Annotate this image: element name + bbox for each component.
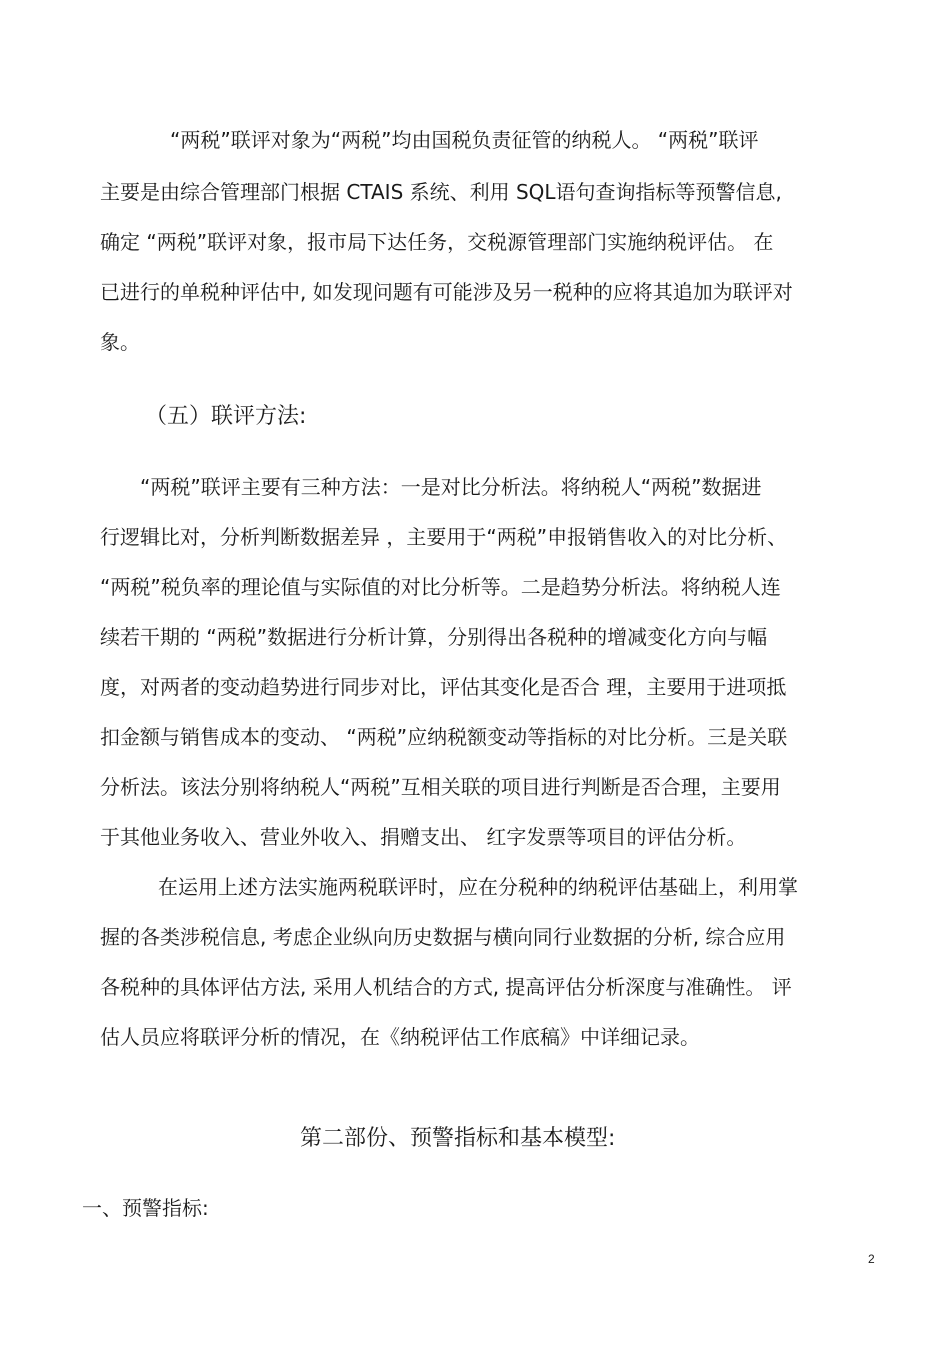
section-5-title: （五）联评方法: [145,404,307,429]
paragraph-2-line-4: 续若干期的 “两税”数据进行分析计算，分别得出各税种的增减变化方向与幅 [100,625,768,649]
paragraph-2-line-5: 度，对两者的变动趋势进行同步对比，评估其变化是否合 理，主要用于进项抵 [100,675,787,699]
paragraph-1-line-5: 象。 [100,330,140,354]
paragraph-2-line-8: 于其他业务收入、营业外收入、捐赠支出、 红字发票等项目的评估分析。 [100,825,747,849]
paragraph-1-line-2: 主要是由综合管理部门根据 CTAIS 系统、利用 SQL语句查询指标等预警信息, [100,180,782,204]
paragraph-2-line-2: 行逻辑比对，分析判断数据差异 ，主要用于“两税”申报销售收入的对比分析、 [100,525,788,549]
paragraph-1-line-3: 确定 “两税”联评对象，报市局下达任务，交税源管理部门实施纳税评估。 在 [100,230,774,254]
paragraph-1-line-4: 已进行的单税种评估中, 如发现问题有可能涉及另一税种的应将其追加为联评对 [100,280,793,304]
paragraph-1-line-1: “两税”联评对象为“两税”均由国税负责征管的纳税人。 “两税”联评 [170,128,759,152]
paragraph-2-line-7: 分析法。该法分别将纳税人“两税”互相关联的项目进行判断是否合理，主要用 [100,775,781,799]
paragraph-3-line-2: 握的各类涉税信息, 考虑企业纵向历史数据与横向同行业数据的分析, 综合应用 [100,925,786,949]
part-2-title: 第二部份、预警指标和基本模型: [300,1126,616,1151]
paragraph-2-line-1: “两税”联评主要有三种方法：一是对比分析法。将纳税人“两税”数据进 [140,475,762,499]
subsection-1-title: 一、预警指标: [82,1196,209,1220]
paragraph-3-line-3: 各税种的具体评估方法, 采用人机结合的方式, 提高评估分析深度与准确性。 评 [100,975,792,999]
page-number: 2 [868,1252,875,1266]
paragraph-2-line-3: “两税”税负率的理论值与实际值的对比分析等。二是趋势分析法。将纳税人连 [100,575,781,599]
paragraph-2-line-6: 扣金额与销售成本的变动、 “两税”应纳税额变动等指标的对比分析。三是关联 [100,725,788,749]
paragraph-3-line-1: 在运用上述方法实施两税联评时，应在分税种的纳税评估基础上，利用掌 [158,875,798,899]
paragraph-3-line-4: 估人员应将联评分析的情况，在《纳税评估工作底稿》中详细记录。 [100,1025,700,1049]
